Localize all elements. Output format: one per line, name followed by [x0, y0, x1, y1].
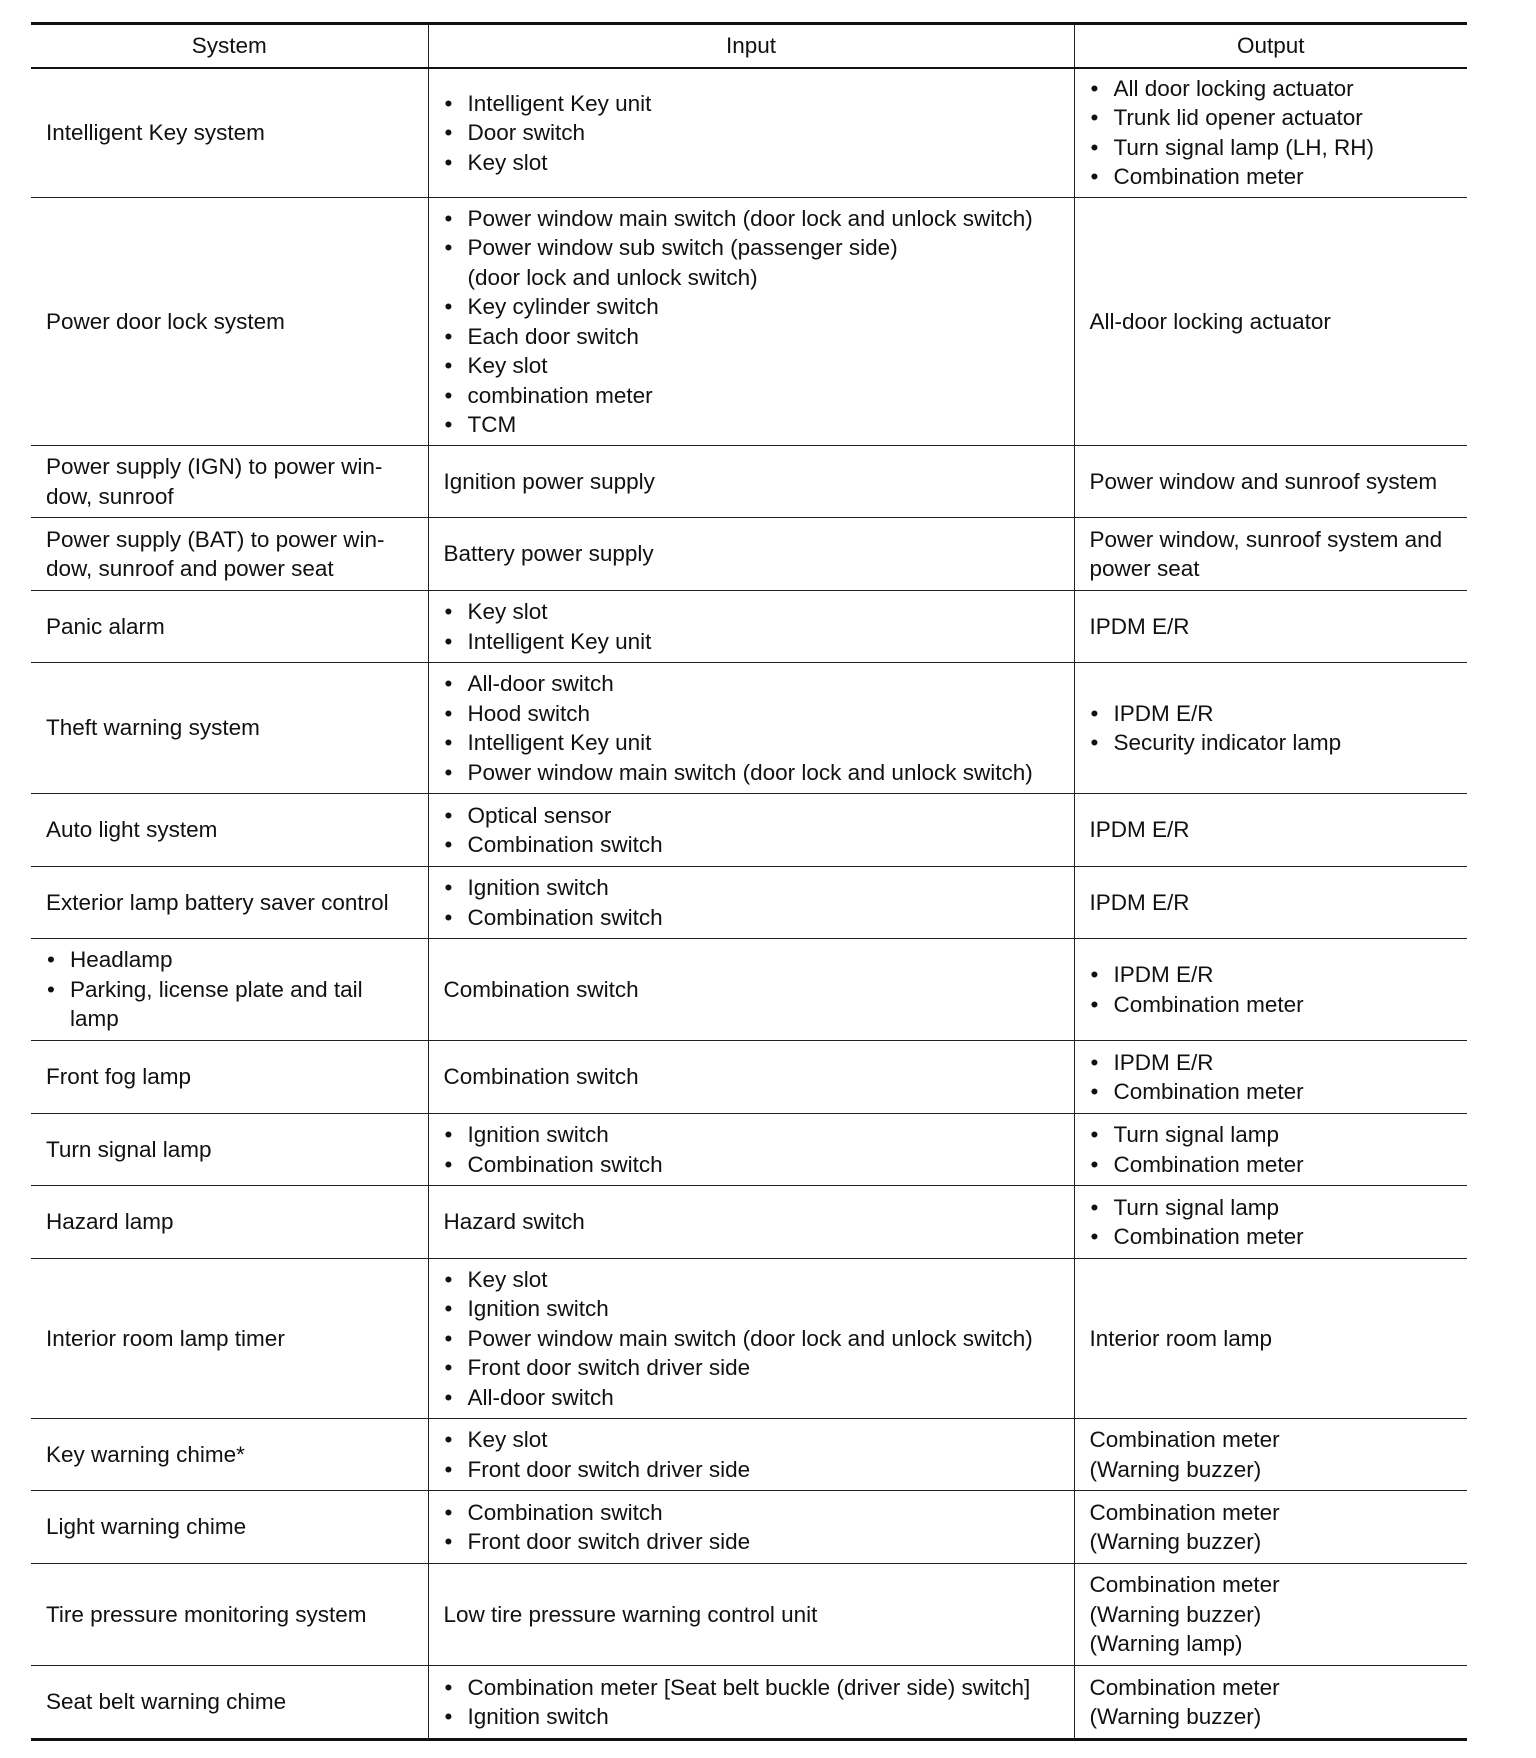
input-bullet-list [444, 1498, 1068, 1557]
input-text: Combination switch [443, 976, 639, 1002]
input-bullet-item: • Front door switch driver side [444, 1527, 1068, 1557]
system-cell [31, 939, 428, 1041]
input-bullet-list [444, 669, 1068, 787]
input-bullet-item: • Front door switch driver side [444, 1353, 1068, 1383]
output-bullet-item: • Security indicator lamp [1090, 728, 1462, 758]
system-text: Key warning chime* [46, 1441, 245, 1467]
system-text: Auto light system [46, 817, 218, 843]
output-cell [1074, 591, 1467, 663]
system-bullet-list [46, 945, 422, 1034]
input-bullet-item: • Each door switch [444, 322, 1068, 352]
input-cell [428, 68, 1074, 198]
output-bullet-item: • Turn signal lamp [1090, 1120, 1462, 1150]
output-cell [1074, 1491, 1467, 1564]
system-cell [31, 518, 428, 591]
input-bullet-list [444, 801, 1068, 860]
input-cell [428, 939, 1074, 1041]
output-bullet-item: • Turn signal lamp (LH, RH) [1090, 133, 1462, 163]
input-cell [428, 446, 1074, 518]
input-bullet-item: • Power window sub switch (passenger side) (door lock and unlock switch) [444, 233, 1068, 292]
table-row [31, 518, 1467, 591]
output-cell [1074, 198, 1467, 446]
output-bullet-item: • IPDM E/R [1090, 699, 1462, 729]
input-bullet-item: • Key slot [444, 597, 1068, 627]
table-row [31, 198, 1467, 446]
table-row [31, 1114, 1467, 1186]
output-text: IPDM E/R [1089, 889, 1190, 915]
system-text: Theft warning system [46, 715, 260, 741]
output-cell [1074, 1041, 1467, 1114]
output-bullet-item: • Combination meter [1090, 1222, 1462, 1252]
system-cell [31, 591, 428, 663]
output-text: All-door locking actuator [1089, 308, 1331, 334]
system-text: Panic alarm [46, 613, 165, 639]
system-cell [31, 1419, 428, 1491]
input-cell [428, 867, 1074, 939]
output-text: Power window, sunroof system and power seat [1089, 526, 1443, 581]
output-cell [1074, 518, 1467, 591]
output-cell [1074, 68, 1467, 198]
input-bullet-list [444, 1120, 1068, 1179]
input-bullet-item: • Combination switch [444, 1498, 1068, 1528]
input-cell [428, 1186, 1074, 1259]
input-bullet-item: • TCM [444, 410, 1068, 440]
input-bullet-item: • Ignition switch [444, 1702, 1068, 1732]
input-bullet-list [444, 1673, 1068, 1732]
system-input-output-table [31, 22, 1467, 1741]
input-bullet-item: • All-door switch [444, 1383, 1068, 1413]
output-bullet-item: • All door locking actuator [1090, 74, 1462, 104]
header-system: System [31, 24, 428, 68]
table-row [31, 1419, 1467, 1491]
system-text: Tire pressure monitoring system [46, 1601, 367, 1627]
table-header [31, 24, 1467, 68]
header-input: Input [428, 24, 1074, 68]
system-text: Power door lock system [46, 308, 285, 334]
input-cell [428, 1564, 1074, 1666]
output-cell [1074, 663, 1467, 794]
input-bullet-item: • combination meter [444, 381, 1068, 411]
input-cell [428, 794, 1074, 867]
system-text: Interior room lamp timer [46, 1325, 285, 1351]
output-bullet-item: • IPDM E/R [1090, 1048, 1462, 1078]
system-cell [31, 446, 428, 518]
system-cell [31, 794, 428, 867]
system-text: Light warning chime [46, 1514, 247, 1540]
input-cell [428, 198, 1074, 446]
input-cell [428, 663, 1074, 794]
input-bullet-list [444, 1425, 1068, 1484]
output-bullet-list [1090, 1193, 1462, 1252]
input-bullet-list [444, 597, 1068, 656]
input-bullet-item: • Intelligent Key unit [444, 728, 1068, 758]
table-row [31, 1259, 1467, 1419]
output-text: IPDM E/R [1089, 817, 1190, 843]
output-cell [1074, 446, 1467, 518]
output-bullet-item: • Turn signal lamp [1090, 1193, 1462, 1223]
table-row [31, 1491, 1467, 1564]
output-text: Combination meter (Warning buzzer) (Warning lamp) [1089, 1572, 1280, 1657]
table-row [31, 794, 1467, 867]
system-text: Hazard lamp [46, 1209, 174, 1235]
system-text: Power supply (BAT) to power win- dow, sunroof and power seat [46, 526, 385, 581]
system-cell [31, 1666, 428, 1740]
table-body [31, 68, 1467, 1740]
table-row [31, 1186, 1467, 1259]
input-bullet-item: • Hood switch [444, 699, 1068, 729]
output-bullet-list [1090, 699, 1462, 758]
input-bullet-item: • Intelligent Key unit [444, 89, 1068, 119]
input-text: Low tire pressure warning control unit [443, 1601, 818, 1627]
input-cell [428, 1041, 1074, 1114]
system-bullet-item: • Headlamp [46, 945, 422, 975]
input-bullet-item: • Key slot [444, 1265, 1068, 1295]
output-text: IPDM E/R [1089, 613, 1190, 639]
system-cell [31, 1041, 428, 1114]
table-row [31, 1041, 1467, 1114]
table-row [31, 446, 1467, 518]
system-cell [31, 867, 428, 939]
input-text: Combination switch [443, 1064, 639, 1090]
system-cell [31, 1259, 428, 1419]
input-bullet-item: • Combination switch [444, 830, 1068, 860]
input-bullet-item: • Key slot [444, 351, 1068, 381]
output-cell [1074, 794, 1467, 867]
output-text: Power window and sunroof system [1089, 468, 1438, 494]
table-row [31, 68, 1467, 198]
system-cell [31, 1114, 428, 1186]
header-row [31, 24, 1467, 68]
input-bullet-list [444, 1265, 1068, 1413]
table-row [31, 1666, 1467, 1740]
input-bullet-item: • Combination switch [444, 1150, 1068, 1180]
input-bullet-item: • Combination meter [Seat belt buckle (driver side) switch] [444, 1673, 1068, 1703]
output-bullet-item: • Combination meter [1090, 1077, 1462, 1107]
input-bullet-item: • Optical sensor [444, 801, 1068, 831]
input-bullet-item: • Power window main switch (door lock and unlock switch) [444, 1324, 1068, 1354]
output-cell [1074, 867, 1467, 939]
system-cell [31, 198, 428, 446]
input-bullet-item: • Ignition switch [444, 1294, 1068, 1324]
input-bullet-item: • Combination switch [444, 903, 1068, 933]
system-text: Intelligent Key system [46, 120, 265, 145]
output-text: Interior room lamp [1089, 1325, 1273, 1351]
input-bullet-item: • Key slot [444, 148, 1068, 178]
output-cell [1074, 1419, 1467, 1491]
input-cell [428, 1666, 1074, 1740]
input-bullet-item: • Power window main switch (door lock and unlock switch) [444, 204, 1068, 234]
header-output: Output [1074, 24, 1467, 68]
table-row [31, 591, 1467, 663]
system-cell [31, 1491, 428, 1564]
table-row [31, 1564, 1467, 1666]
output-text: Combination meter (Warning buzzer) [1089, 1427, 1280, 1482]
input-cell [428, 518, 1074, 591]
input-bullet-list [444, 204, 1068, 440]
system-cell [31, 1564, 428, 1666]
output-text: Combination meter (Warning buzzer) [1089, 1499, 1280, 1554]
system-cell [31, 1186, 428, 1259]
input-text: Hazard switch [443, 1209, 585, 1235]
input-bullet-item: • Door switch [444, 118, 1068, 148]
input-bullet-item: • All-door switch [444, 669, 1068, 699]
input-cell [428, 1259, 1074, 1419]
output-cell [1074, 1114, 1467, 1186]
output-cell [1074, 1186, 1467, 1259]
input-text: Ignition power supply [443, 468, 655, 494]
system-text: Turn signal lamp [46, 1136, 212, 1162]
system-cell [31, 663, 428, 794]
output-bullet-item: • IPDM E/R [1090, 960, 1462, 990]
output-cell [1074, 1666, 1467, 1740]
output-bullet-item: • Combination meter [1090, 1150, 1462, 1180]
system-bullet-item: • Parking, license plate and tail lamp [46, 975, 422, 1034]
input-bullet-item: • Ignition switch [444, 873, 1068, 903]
system-text: Front fog lamp [46, 1064, 192, 1090]
input-bullet-list [444, 89, 1068, 178]
output-bullet-list [1090, 960, 1462, 1019]
system-text: Power supply (IGN) to power win- dow, sunroof [46, 454, 383, 509]
input-bullet-item: • Front door switch driver side [444, 1455, 1068, 1485]
input-bullet-item: • Key cylinder switch [444, 292, 1068, 322]
input-bullet-item: • Key slot [444, 1425, 1068, 1455]
input-bullet-item: • Intelligent Key unit [444, 627, 1068, 657]
output-cell [1074, 1564, 1467, 1666]
output-bullet-list [1090, 74, 1462, 192]
input-text: Battery power supply [443, 541, 654, 567]
output-bullet-item: • Trunk lid opener actuator [1090, 103, 1462, 133]
input-cell [428, 591, 1074, 663]
system-cell [31, 68, 428, 198]
system-table-page [31, 22, 1467, 1741]
output-text: Combination meter (Warning buzzer) [1089, 1674, 1280, 1729]
input-bullet-item: • Power window main switch (door lock and unlock switch) [444, 758, 1068, 788]
input-cell [428, 1491, 1074, 1564]
table-row [31, 663, 1467, 794]
input-cell [428, 1419, 1074, 1491]
output-cell [1074, 939, 1467, 1041]
table-row [31, 867, 1467, 939]
table-row [31, 939, 1467, 1041]
system-text: Exterior lamp battery saver control [46, 889, 389, 915]
output-bullet-item: • Combination meter [1090, 990, 1462, 1020]
input-bullet-list [444, 873, 1068, 932]
input-cell [428, 1114, 1074, 1186]
output-bullet-list [1090, 1120, 1462, 1179]
output-bullet-list [1090, 1048, 1462, 1107]
output-cell [1074, 1259, 1467, 1419]
system-text: Seat belt warning chime [46, 1689, 287, 1715]
output-bullet-item: • Combination meter [1090, 162, 1462, 192]
input-bullet-item: • Ignition switch [444, 1120, 1068, 1150]
